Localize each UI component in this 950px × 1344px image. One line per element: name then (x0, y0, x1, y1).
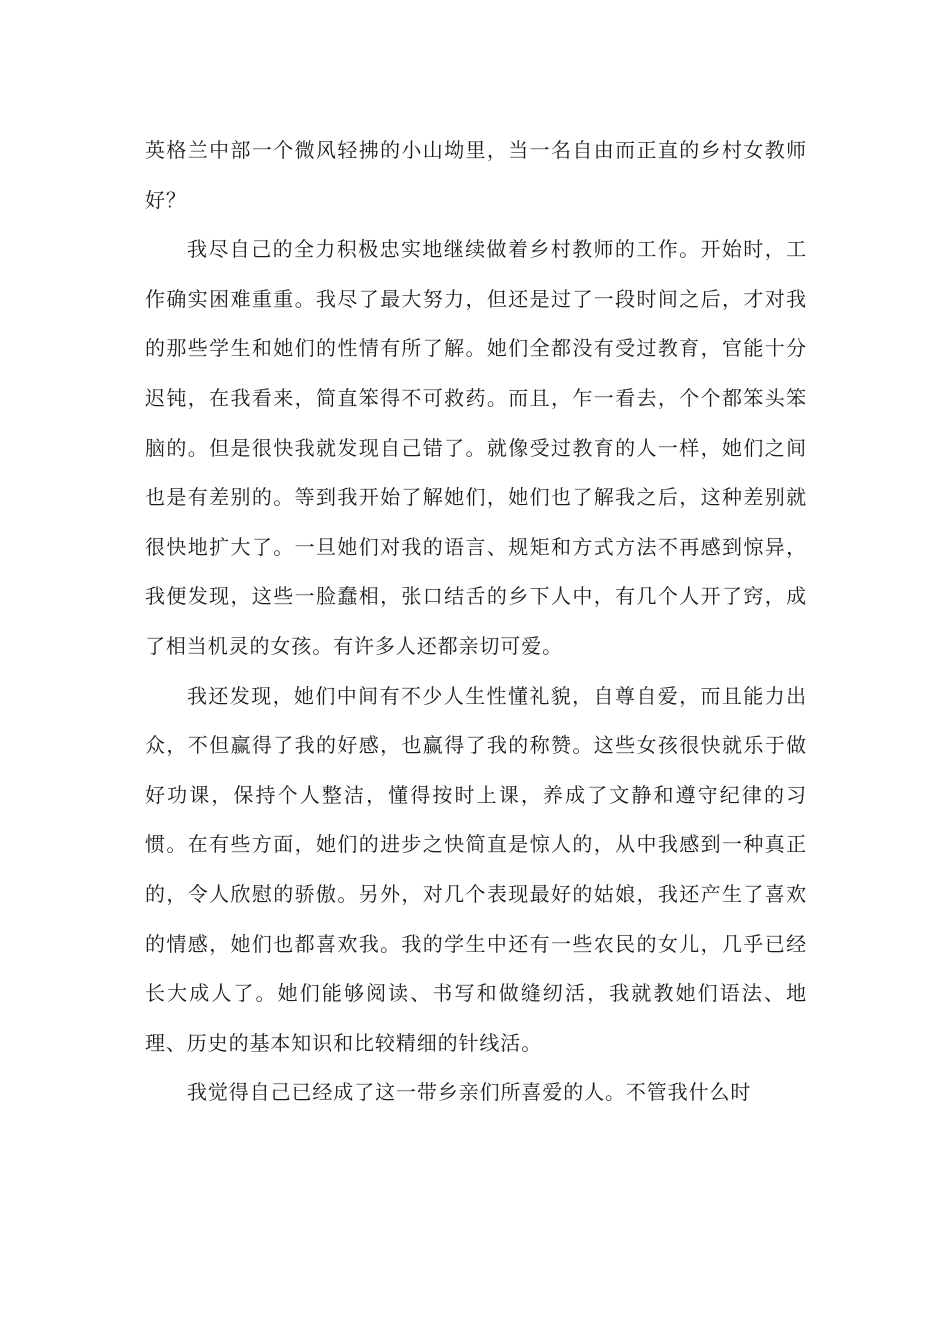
paragraph-continuation: 英格兰中部一个微风轻拂的小山坳里，当一名自由而正直的乡村女教师好？ (145, 138, 807, 212)
paragraph-student-progress: 我还发现，她们中间有不少人生性懂礼貌，自尊自爱，而且能力出众，不但赢得了我的好感，也赢得了我的称赞。这些女孩很快就乐于做好功课，保持个人整洁，懂得按时上课，养成了文静和遵守纪律的习惯。在有些方面，她们的进步之快简直是惊人的，从中我感到一种真正的，令人欣慰的骄傲。另外，对几个表现最好的姑娘，我还产生了喜欢的情感，她们也都喜欢我。我的学生中还有一些农民的女儿，几乎已经长大成人了。她们能够阅读、书写和做缝纫活，我就教她们语法、地理、历史的基本知识和比较精细的针线活。 (145, 683, 807, 1055)
document-body (145, 126, 807, 1118)
paragraph-villagers: 我觉得自己已经成了这一带乡亲们所喜爱的人。不管我什么时 (187, 1080, 752, 1105)
paragraph-teaching-work: 我尽自己的全力积极忠实地继续做着乡村教师的工作。开始时，工作确实困难重重。我尽了最大努力，但还是过了一段时间之后，才对我的那些学生和她们的性情有所了解。她们全都没有受过教育，官能十分迟钝，在我看来，简直笨得不可救药。而且，乍一看去，个个都笨头笨脑的。但是很快我就发现自己错了。就像受过教育的人一样，她们之间也是有差别的。等到我开始了解她们，她们也了解我之后，这种差别就很快地扩大了。一旦她们对我的语言、规矩和方式方法不再感到惊异，我便发现，这些一脸蠢相，张口结舌的乡下人中，有几个人开了窍，成了相当机灵的女孩。有许多人还都亲切可爱。 (145, 237, 807, 658)
